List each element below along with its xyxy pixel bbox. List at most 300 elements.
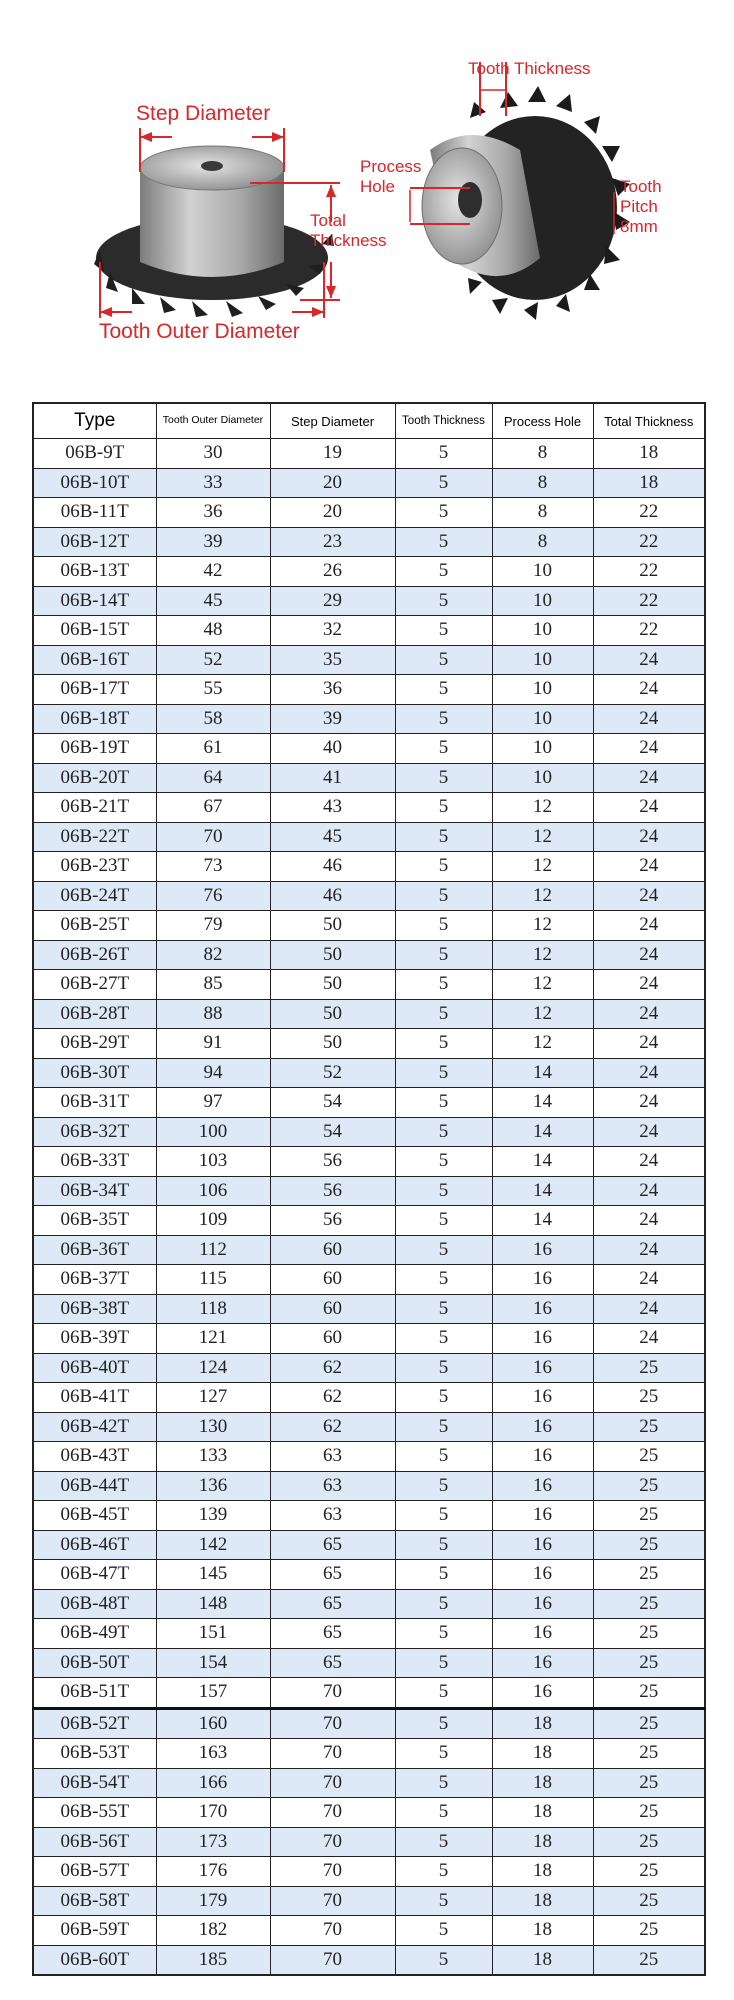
cell-type: 06B-39T: [33, 1324, 156, 1354]
cell-tooth-thickness: 5: [395, 1294, 492, 1324]
cell-tooth-thickness: 5: [395, 852, 492, 882]
label-total-thickness-line2: Thickness: [310, 231, 387, 250]
cell-process-hole: 18: [492, 1945, 593, 1975]
cell-type: 06B-21T: [33, 793, 156, 823]
header-process-hole: Process Hole: [492, 403, 593, 439]
cell-type: 06B-51T: [33, 1678, 156, 1709]
cell-type: 06B-30T: [33, 1058, 156, 1088]
header-tooth-outer-diameter: Tooth Outer Diameter: [156, 403, 270, 439]
cell-tooth-thickness: 5: [395, 616, 492, 646]
cell-tooth-outer-diameter: 163: [156, 1739, 270, 1769]
cell-type: 06B-52T: [33, 1708, 156, 1739]
cell-tooth-outer-diameter: 136: [156, 1471, 270, 1501]
cell-process-hole: 18: [492, 1798, 593, 1828]
table-row: [33, 527, 705, 557]
cell-total-thickness: 24: [593, 911, 705, 941]
cell-tooth-thickness: 5: [395, 527, 492, 557]
table-row: [33, 1294, 705, 1324]
header-tooth-thickness: Tooth Thickness: [395, 403, 492, 439]
cell-total-thickness: 25: [593, 1471, 705, 1501]
cell-tooth-thickness: 5: [395, 675, 492, 705]
cell-process-hole: 10: [492, 763, 593, 793]
cell-tooth-outer-diameter: 145: [156, 1560, 270, 1590]
cell-total-thickness: 25: [593, 1442, 705, 1472]
cell-tooth-thickness: 5: [395, 1117, 492, 1147]
cell-tooth-thickness: 5: [395, 1058, 492, 1088]
cell-step-diameter: 65: [270, 1589, 395, 1619]
cell-tooth-outer-diameter: 139: [156, 1501, 270, 1531]
cell-tooth-outer-diameter: 76: [156, 881, 270, 911]
cell-tooth-thickness: 5: [395, 1353, 492, 1383]
table-row: [33, 1235, 705, 1265]
cell-tooth-thickness: 5: [395, 1206, 492, 1236]
cell-total-thickness: 25: [593, 1530, 705, 1560]
cell-tooth-outer-diameter: 112: [156, 1235, 270, 1265]
cell-type: 06B-12T: [33, 527, 156, 557]
cell-process-hole: 16: [492, 1383, 593, 1413]
cell-tooth-thickness: 5: [395, 1739, 492, 1769]
cell-total-thickness: 24: [593, 1029, 705, 1059]
table-row: [33, 1324, 705, 1354]
cell-step-diameter: 56: [270, 1147, 395, 1177]
cell-step-diameter: 32: [270, 616, 395, 646]
cell-total-thickness: 22: [593, 527, 705, 557]
cell-process-hole: 16: [492, 1324, 593, 1354]
cell-step-diameter: 50: [270, 1029, 395, 1059]
cell-step-diameter: 63: [270, 1442, 395, 1472]
cell-type: 06B-13T: [33, 557, 156, 587]
cell-process-hole: 16: [492, 1589, 593, 1619]
cell-tooth-outer-diameter: 148: [156, 1589, 270, 1619]
cell-process-hole: 18: [492, 1916, 593, 1946]
cell-type: 06B-43T: [33, 1442, 156, 1472]
table-row: [33, 704, 705, 734]
cell-tooth-outer-diameter: 133: [156, 1442, 270, 1472]
cell-step-diameter: 60: [270, 1324, 395, 1354]
cell-total-thickness: 24: [593, 1176, 705, 1206]
table-row: [33, 1886, 705, 1916]
cell-total-thickness: 24: [593, 1294, 705, 1324]
left-sprocket: [94, 146, 334, 317]
cell-type: 06B-33T: [33, 1147, 156, 1177]
table-row: [33, 675, 705, 705]
cell-step-diameter: 50: [270, 940, 395, 970]
cell-type: 06B-55T: [33, 1798, 156, 1828]
cell-total-thickness: 22: [593, 557, 705, 587]
cell-type: 06B-31T: [33, 1088, 156, 1118]
cell-tooth-thickness: 5: [395, 1886, 492, 1916]
cell-total-thickness: 24: [593, 1058, 705, 1088]
cell-tooth-thickness: 5: [395, 793, 492, 823]
sprocket-diagram: [0, 0, 734, 380]
cell-total-thickness: 25: [593, 1708, 705, 1739]
cell-process-hole: 18: [492, 1886, 593, 1916]
label-tooth-outer-diameter: Tooth Outer Diameter: [99, 320, 300, 343]
right-sprocket: [422, 86, 630, 320]
cell-total-thickness: 25: [593, 1916, 705, 1946]
cell-tooth-thickness: 5: [395, 822, 492, 852]
cell-tooth-outer-diameter: 97: [156, 1088, 270, 1118]
cell-total-thickness: 25: [593, 1798, 705, 1828]
cell-tooth-outer-diameter: 176: [156, 1857, 270, 1887]
label-tooth-pitch-line2: Pitch: [620, 197, 658, 216]
cell-type: 06B-47T: [33, 1560, 156, 1590]
cell-process-hole: 16: [492, 1619, 593, 1649]
header-type: Type: [33, 403, 156, 439]
cell-step-diameter: 70: [270, 1678, 395, 1709]
cell-total-thickness: 24: [593, 970, 705, 1000]
cell-step-diameter: 39: [270, 704, 395, 734]
cell-tooth-thickness: 5: [395, 999, 492, 1029]
cell-step-diameter: 62: [270, 1383, 395, 1413]
cell-step-diameter: 70: [270, 1708, 395, 1739]
cell-tooth-thickness: 5: [395, 970, 492, 1000]
label-total-thickness-line1: Total: [310, 211, 346, 230]
cell-tooth-outer-diameter: 103: [156, 1147, 270, 1177]
cell-total-thickness: 25: [593, 1589, 705, 1619]
cell-total-thickness: 24: [593, 704, 705, 734]
cell-tooth-outer-diameter: 115: [156, 1265, 270, 1295]
cell-total-thickness: 24: [593, 881, 705, 911]
cell-process-hole: 12: [492, 881, 593, 911]
cell-step-diameter: 70: [270, 1827, 395, 1857]
cell-type: 06B-59T: [33, 1916, 156, 1946]
table-row: [33, 1176, 705, 1206]
cell-step-diameter: 41: [270, 763, 395, 793]
cell-tooth-outer-diameter: 127: [156, 1383, 270, 1413]
table-row: [33, 1501, 705, 1531]
cell-tooth-outer-diameter: 118: [156, 1294, 270, 1324]
table-body: [33, 439, 705, 1976]
label-process-hole-line2: Hole: [360, 177, 395, 196]
cell-process-hole: 12: [492, 940, 593, 970]
cell-tooth-thickness: 5: [395, 1768, 492, 1798]
cell-step-diameter: 20: [270, 468, 395, 498]
cell-total-thickness: 25: [593, 1501, 705, 1531]
cell-process-hole: 14: [492, 1176, 593, 1206]
cell-process-hole: 16: [492, 1442, 593, 1472]
table-row: [33, 1619, 705, 1649]
cell-tooth-outer-diameter: 42: [156, 557, 270, 587]
cell-tooth-outer-diameter: 64: [156, 763, 270, 793]
cell-total-thickness: 25: [593, 1857, 705, 1887]
table-row: [33, 1530, 705, 1560]
cell-total-thickness: 25: [593, 1648, 705, 1678]
cell-total-thickness: 24: [593, 852, 705, 882]
cell-total-thickness: 24: [593, 1117, 705, 1147]
table-row: [33, 1206, 705, 1236]
table-row: [33, 1117, 705, 1147]
cell-tooth-thickness: 5: [395, 911, 492, 941]
cell-type: 06B-40T: [33, 1353, 156, 1383]
cell-process-hole: 14: [492, 1206, 593, 1236]
cell-tooth-thickness: 5: [395, 1147, 492, 1177]
cell-process-hole: 10: [492, 616, 593, 646]
cell-total-thickness: 22: [593, 586, 705, 616]
cell-tooth-thickness: 5: [395, 1945, 492, 1975]
cell-type: 06B-49T: [33, 1619, 156, 1649]
table-row: [33, 793, 705, 823]
cell-step-diameter: 35: [270, 645, 395, 675]
cell-process-hole: 12: [492, 970, 593, 1000]
cell-tooth-outer-diameter: 142: [156, 1530, 270, 1560]
table-row: [33, 1827, 705, 1857]
cell-type: 06B-15T: [33, 616, 156, 646]
table-row: [33, 911, 705, 941]
cell-tooth-outer-diameter: 157: [156, 1678, 270, 1709]
cell-tooth-thickness: 5: [395, 557, 492, 587]
cell-total-thickness: 24: [593, 999, 705, 1029]
cell-process-hole: 12: [492, 822, 593, 852]
cell-process-hole: 18: [492, 1739, 593, 1769]
cell-type: 06B-16T: [33, 645, 156, 675]
cell-total-thickness: 24: [593, 763, 705, 793]
table-row: [33, 1648, 705, 1678]
cell-total-thickness: 24: [593, 940, 705, 970]
cell-tooth-thickness: 5: [395, 1916, 492, 1946]
table-row: [33, 822, 705, 852]
table-row: [33, 645, 705, 675]
table-row: [33, 1739, 705, 1769]
cell-tooth-outer-diameter: 160: [156, 1708, 270, 1739]
cell-step-diameter: 46: [270, 852, 395, 882]
cell-total-thickness: 25: [593, 1739, 705, 1769]
cell-process-hole: 14: [492, 1147, 593, 1177]
cell-tooth-thickness: 5: [395, 645, 492, 675]
cell-process-hole: 16: [492, 1648, 593, 1678]
table-header-row: [33, 403, 705, 439]
table-row: [33, 1708, 705, 1739]
cell-total-thickness: 18: [593, 468, 705, 498]
cell-tooth-outer-diameter: 67: [156, 793, 270, 823]
cell-step-diameter: 26: [270, 557, 395, 587]
cell-tooth-outer-diameter: 94: [156, 1058, 270, 1088]
cell-type: 06B-26T: [33, 940, 156, 970]
cell-tooth-thickness: 5: [395, 1501, 492, 1531]
cell-process-hole: 16: [492, 1560, 593, 1590]
table-row: [33, 1945, 705, 1975]
cell-step-diameter: 46: [270, 881, 395, 911]
cell-process-hole: 10: [492, 734, 593, 764]
cell-process-hole: 16: [492, 1530, 593, 1560]
cell-step-diameter: 36: [270, 675, 395, 705]
cell-process-hole: 14: [492, 1058, 593, 1088]
table-row: [33, 1058, 705, 1088]
table-row: [33, 1412, 705, 1442]
cell-total-thickness: 25: [593, 1619, 705, 1649]
table-row: [33, 1029, 705, 1059]
cell-step-diameter: 70: [270, 1886, 395, 1916]
cell-process-hole: 10: [492, 586, 593, 616]
cell-total-thickness: 25: [593, 1560, 705, 1590]
cell-type: 06B-29T: [33, 1029, 156, 1059]
cell-tooth-outer-diameter: 130: [156, 1412, 270, 1442]
cell-total-thickness: 24: [593, 1265, 705, 1295]
cell-step-diameter: 45: [270, 822, 395, 852]
cell-tooth-outer-diameter: 166: [156, 1768, 270, 1798]
cell-step-diameter: 60: [270, 1294, 395, 1324]
cell-total-thickness: 24: [593, 1324, 705, 1354]
table-row: [33, 1916, 705, 1946]
cell-tooth-thickness: 5: [395, 940, 492, 970]
cell-tooth-thickness: 5: [395, 1827, 492, 1857]
cell-tooth-outer-diameter: 173: [156, 1827, 270, 1857]
cell-process-hole: 16: [492, 1265, 593, 1295]
cell-type: 06B-35T: [33, 1206, 156, 1236]
cell-tooth-thickness: 5: [395, 1029, 492, 1059]
cell-process-hole: 12: [492, 999, 593, 1029]
table-row: [33, 970, 705, 1000]
cell-type: 06B-32T: [33, 1117, 156, 1147]
cell-tooth-thickness: 5: [395, 1560, 492, 1590]
label-process-hole-line1: Process: [360, 157, 422, 176]
cell-step-diameter: 56: [270, 1176, 395, 1206]
cell-tooth-thickness: 5: [395, 1471, 492, 1501]
cell-tooth-outer-diameter: 82: [156, 940, 270, 970]
cell-tooth-outer-diameter: 30: [156, 439, 270, 469]
cell-total-thickness: 18: [593, 439, 705, 469]
cell-tooth-outer-diameter: 154: [156, 1648, 270, 1678]
cell-step-diameter: 65: [270, 1619, 395, 1649]
cell-step-diameter: 43: [270, 793, 395, 823]
cell-type: 06B-37T: [33, 1265, 156, 1295]
cell-step-diameter: 40: [270, 734, 395, 764]
header-total-thickness: Total Thickness: [593, 403, 705, 439]
cell-tooth-outer-diameter: 36: [156, 498, 270, 528]
cell-tooth-thickness: 5: [395, 1678, 492, 1709]
cell-process-hole: 10: [492, 557, 593, 587]
cell-tooth-thickness: 5: [395, 586, 492, 616]
cell-type: 06B-53T: [33, 1739, 156, 1769]
cell-tooth-outer-diameter: 70: [156, 822, 270, 852]
cell-tooth-thickness: 5: [395, 1648, 492, 1678]
table-row: [33, 852, 705, 882]
cell-process-hole: 12: [492, 793, 593, 823]
cell-process-hole: 14: [492, 1088, 593, 1118]
cell-process-hole: 16: [492, 1501, 593, 1531]
cell-tooth-outer-diameter: 39: [156, 527, 270, 557]
cell-process-hole: 8: [492, 527, 593, 557]
cell-type: 06B-34T: [33, 1176, 156, 1206]
table-row: [33, 1442, 705, 1472]
cell-process-hole: 10: [492, 704, 593, 734]
cell-tooth-outer-diameter: 33: [156, 468, 270, 498]
cell-tooth-thickness: 5: [395, 498, 492, 528]
cell-step-diameter: 62: [270, 1412, 395, 1442]
cell-type: 06B-54T: [33, 1768, 156, 1798]
cell-process-hole: 16: [492, 1412, 593, 1442]
cell-process-hole: 18: [492, 1708, 593, 1739]
cell-type: 06B-50T: [33, 1648, 156, 1678]
cell-tooth-outer-diameter: 61: [156, 734, 270, 764]
cell-total-thickness: 24: [593, 1088, 705, 1118]
cell-type: 06B-25T: [33, 911, 156, 941]
cell-process-hole: 8: [492, 439, 593, 469]
cell-step-diameter: 50: [270, 911, 395, 941]
cell-step-diameter: 65: [270, 1560, 395, 1590]
cell-process-hole: 10: [492, 645, 593, 675]
cell-type: 06B-41T: [33, 1383, 156, 1413]
table-row: [33, 999, 705, 1029]
cell-process-hole: 14: [492, 1117, 593, 1147]
cell-step-diameter: 70: [270, 1798, 395, 1828]
cell-tooth-outer-diameter: 55: [156, 675, 270, 705]
cell-tooth-thickness: 5: [395, 1383, 492, 1413]
cell-type: 06B-56T: [33, 1827, 156, 1857]
cell-step-diameter: 63: [270, 1501, 395, 1531]
cell-step-diameter: 65: [270, 1648, 395, 1678]
label-tooth-pitch-line3: 8mm: [620, 217, 658, 236]
cell-tooth-thickness: 5: [395, 439, 492, 469]
cell-type: 06B-44T: [33, 1471, 156, 1501]
cell-step-diameter: 70: [270, 1768, 395, 1798]
table-row: [33, 1383, 705, 1413]
cell-type: 06B-42T: [33, 1412, 156, 1442]
cell-process-hole: 16: [492, 1678, 593, 1709]
cell-tooth-outer-diameter: 88: [156, 999, 270, 1029]
cell-total-thickness: 24: [593, 1206, 705, 1236]
cell-tooth-outer-diameter: 100: [156, 1117, 270, 1147]
cell-type: 06B-22T: [33, 822, 156, 852]
cell-process-hole: 18: [492, 1827, 593, 1857]
header-step-diameter: Step Diameter: [270, 403, 395, 439]
cell-tooth-outer-diameter: 182: [156, 1916, 270, 1946]
table-row: [33, 468, 705, 498]
cell-total-thickness: 24: [593, 793, 705, 823]
cell-process-hole: 12: [492, 852, 593, 882]
cell-tooth-thickness: 5: [395, 1088, 492, 1118]
cell-tooth-thickness: 5: [395, 468, 492, 498]
cell-type: 06B-18T: [33, 704, 156, 734]
cell-process-hole: 8: [492, 468, 593, 498]
cell-step-diameter: 70: [270, 1739, 395, 1769]
cell-step-diameter: 70: [270, 1857, 395, 1887]
table-row: [33, 498, 705, 528]
table-row: [33, 557, 705, 587]
cell-step-diameter: 60: [270, 1235, 395, 1265]
cell-tooth-thickness: 5: [395, 1324, 492, 1354]
cell-tooth-thickness: 5: [395, 1708, 492, 1739]
cell-step-diameter: 56: [270, 1206, 395, 1236]
table-row: [33, 1147, 705, 1177]
cell-total-thickness: 25: [593, 1678, 705, 1709]
cell-type: 06B-46T: [33, 1530, 156, 1560]
cell-tooth-outer-diameter: 124: [156, 1353, 270, 1383]
cell-total-thickness: 25: [593, 1353, 705, 1383]
cell-type: 06B-48T: [33, 1589, 156, 1619]
cell-process-hole: 16: [492, 1471, 593, 1501]
cell-step-diameter: 20: [270, 498, 395, 528]
cell-total-thickness: 25: [593, 1768, 705, 1798]
cell-step-diameter: 63: [270, 1471, 395, 1501]
cell-step-diameter: 52: [270, 1058, 395, 1088]
cell-process-hole: 12: [492, 911, 593, 941]
cell-type: 06B-11T: [33, 498, 156, 528]
cell-total-thickness: 25: [593, 1827, 705, 1857]
cell-tooth-thickness: 5: [395, 1857, 492, 1887]
cell-step-diameter: 19: [270, 439, 395, 469]
cell-total-thickness: 24: [593, 1147, 705, 1177]
cell-process-hole: 18: [492, 1857, 593, 1887]
cell-total-thickness: 22: [593, 498, 705, 528]
sprocket-spec-table: [32, 402, 706, 1976]
cell-tooth-outer-diameter: 106: [156, 1176, 270, 1206]
cell-tooth-thickness: 5: [395, 1798, 492, 1828]
cell-total-thickness: 25: [593, 1945, 705, 1975]
label-tooth-pitch-line1: Tooth: [620, 177, 662, 196]
cell-tooth-outer-diameter: 45: [156, 586, 270, 616]
cell-type: 06B-17T: [33, 675, 156, 705]
